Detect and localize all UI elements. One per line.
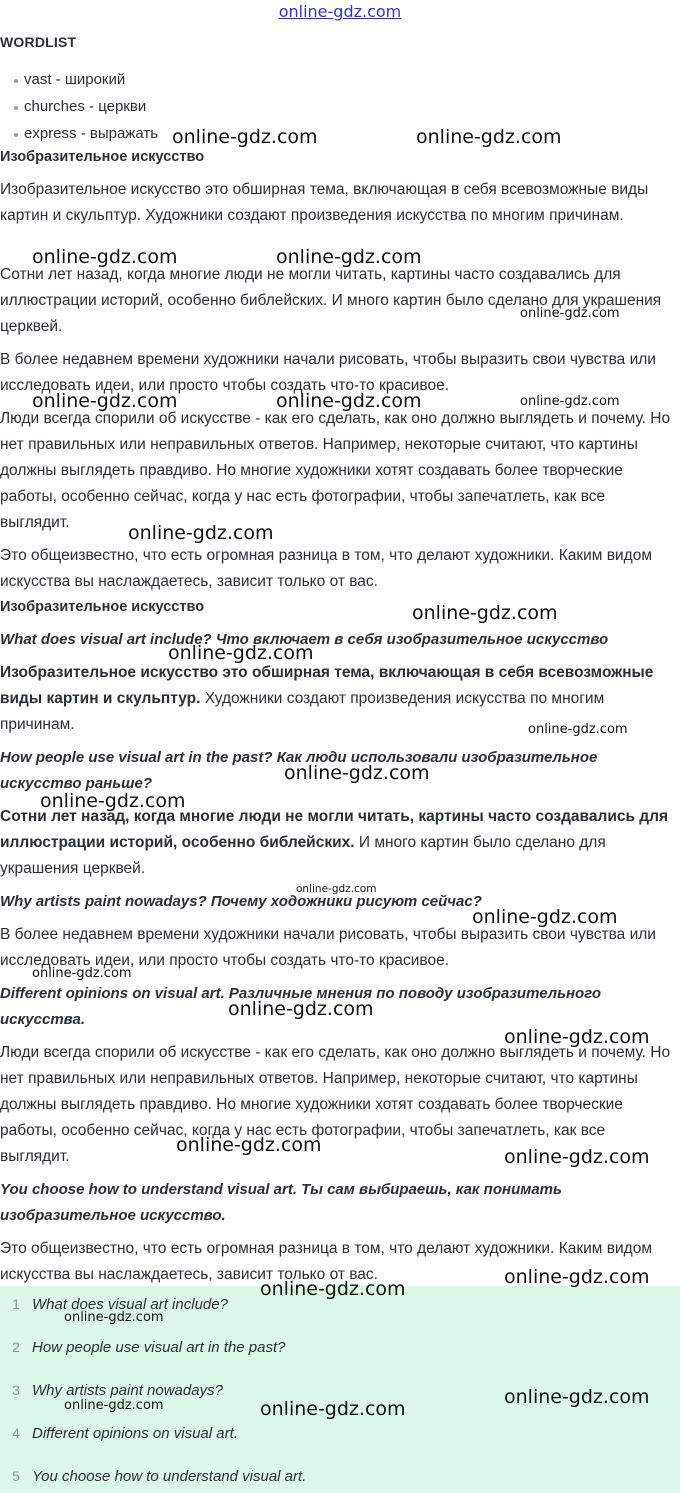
answer-1-rest: Художники создают произведения искусства по многим причинам.	[0, 690, 605, 733]
text-paragraph-4: Люди всегда спорили об искусстве - как его сделать, как оно должно выглядеть и почему. Но нет правильных или неправильных ответов. Например, некоторые считают, что картины должны выглядеть правдиво. Но многие художники хотят создавать более творческие работы, особенно сейчас, когда у нас есть фотографии, чтобы запечатлеть, как все выглядит.	[0, 410, 671, 531]
question-number: 3	[12, 1382, 20, 1398]
answer-question-5: You choose how to understand visual art. Ты сам выбираешь, как понимать изобразительное искусство.	[0, 1181, 562, 1224]
watermark: online-gdz.com	[276, 246, 422, 268]
answer-3: В более недавнем времени художники начали рисовать, чтобы выразить свои чувства или исследовать идеи, или просто чтобы создать что-то красивое.	[0, 926, 656, 969]
wordlist-item: churches - церкви	[0, 95, 158, 122]
wordlist-item: vast - широкий	[0, 68, 158, 95]
question-number: 4	[12, 1425, 20, 1441]
watermark: online-gdz.com	[520, 394, 620, 409]
watermark: online-gdz.com	[260, 1278, 406, 1300]
watermark: online-gdz.com	[64, 1310, 164, 1325]
watermark: online-gdz.com	[296, 883, 377, 895]
answer-1-key-sentence: Изобразительное искусство это обширная тема, включающая в себя всевозможные виды картин и скульптур.	[0, 664, 654, 707]
wordlist-item: express - выражать	[0, 122, 158, 149]
answer-5: Это общеизвестно, что есть огромная разница в том, что делают художники. Каким видом искусства вы наслаждаетесь, зависит только от вас.	[0, 1240, 652, 1283]
answer-question-2: How people use visual art in the past? Как люди использовали изобразительное искусство раньше?	[0, 749, 598, 792]
watermark: online-gdz.com	[504, 1026, 650, 1048]
watermark: online-gdz.com	[284, 762, 430, 784]
question-item	[0, 1421, 238, 1445]
answers-title: Изобразительное искусство	[0, 599, 205, 615]
text-title: Изобразительное искусство	[0, 149, 205, 165]
watermark: online-gdz.com	[128, 522, 274, 544]
question-text: You choose how to understand visual art.	[32, 1468, 307, 1485]
watermark: online-gdz.com	[260, 1398, 406, 1420]
watermark: online-gdz.com	[176, 1134, 322, 1156]
answer-question-1: What does visual art include? Что включает в себя изобразительное искусство	[0, 631, 609, 648]
question-number: 5	[12, 1468, 20, 1484]
question-text: Different opinions on visual art.	[32, 1425, 238, 1442]
wordlist-heading: WORDLIST	[0, 34, 77, 50]
watermark: online-gdz.com	[528, 722, 628, 737]
answer-question-4: Different opinions on visual art. Различные мнения по поводу изобразительного искусства.	[0, 985, 602, 1028]
answer-4: Люди всегда спорили об искусстве - как его сделать, как оно должно выглядеть и почему. Но нет правильных или неправильных ответов. Например, некоторые считают, что картины должны выглядеть правдиво. Но многие художники хотят создавать более творческие работы, особенно сейчас, когда у нас есть фотографии, чтобы запечатлеть, как все выглядит.	[0, 1044, 671, 1165]
watermark: online-gdz.com	[168, 642, 314, 664]
watermark: online-gdz.com	[64, 1398, 164, 1413]
text-paragraph-1: Изобразительное искусство это обширная тема, включающая в себя всевозможные виды картин и скульптур. Художники создают произведения искусства по многим причинам.	[0, 181, 649, 224]
site-header-link[interactable]: online-gdz.com	[278, 2, 402, 21]
watermark: online-gdz.com	[40, 790, 186, 812]
answer-question-3: Why artists paint nowadays? Почему ходожники рисуют сейчас?	[0, 893, 482, 910]
question-item	[0, 1335, 285, 1359]
question-number: 1	[12, 1296, 20, 1312]
text-paragraph-5: Это общеизвестно, что есть огромная разница в том, что делают художники. Каким видом искусства вы наслаждаетесь, зависит только от вас.	[0, 547, 652, 590]
question-text: How people use visual art in the past?	[32, 1339, 286, 1356]
wordlist	[0, 68, 158, 149]
watermark: online-gdz.com	[228, 998, 374, 1020]
answer-2	[0, 804, 676, 882]
watermark: online-gdz.com	[504, 1266, 650, 1288]
watermark: online-gdz.com	[32, 966, 132, 981]
watermark: online-gdz.com	[32, 390, 178, 412]
watermark: online-gdz.com	[276, 390, 422, 412]
watermark: online-gdz.com	[416, 126, 562, 148]
question-item	[0, 1464, 306, 1488]
text-paragraph-2: Сотни лет назад, когда многие люди не могли читать, картины часто создавались для иллюстрации историй, особенно библейских. И много картин было сделано для украшения церквей.	[0, 266, 662, 335]
watermark: online-gdz.com	[32, 246, 178, 268]
watermark: online-gdz.com	[504, 1386, 650, 1408]
watermark: online-gdz.com	[412, 602, 558, 624]
watermark: online-gdz.com	[504, 1146, 650, 1168]
question-number: 2	[12, 1339, 20, 1355]
answer-2-key-sentence: Сотни лет назад, когда многие люди не могли читать, картины часто создавались для иллюстрации историй, особенно библейских.	[0, 808, 669, 851]
text-paragraph-3: В более недавнем времени художники начали рисовать, чтобы выразить свои чувства или исследовать идеи, или просто чтобы создать что-то красивое.	[0, 351, 656, 394]
answer-2-rest: И много картин было сделано для украшения церквей.	[0, 834, 606, 877]
watermark: online-gdz.com	[472, 906, 618, 928]
question-text: What does visual art include?	[32, 1296, 228, 1313]
watermark: online-gdz.com	[520, 306, 620, 321]
question-text: Why artists paint nowadays?	[32, 1382, 223, 1399]
watermark: online-gdz.com	[172, 126, 318, 148]
